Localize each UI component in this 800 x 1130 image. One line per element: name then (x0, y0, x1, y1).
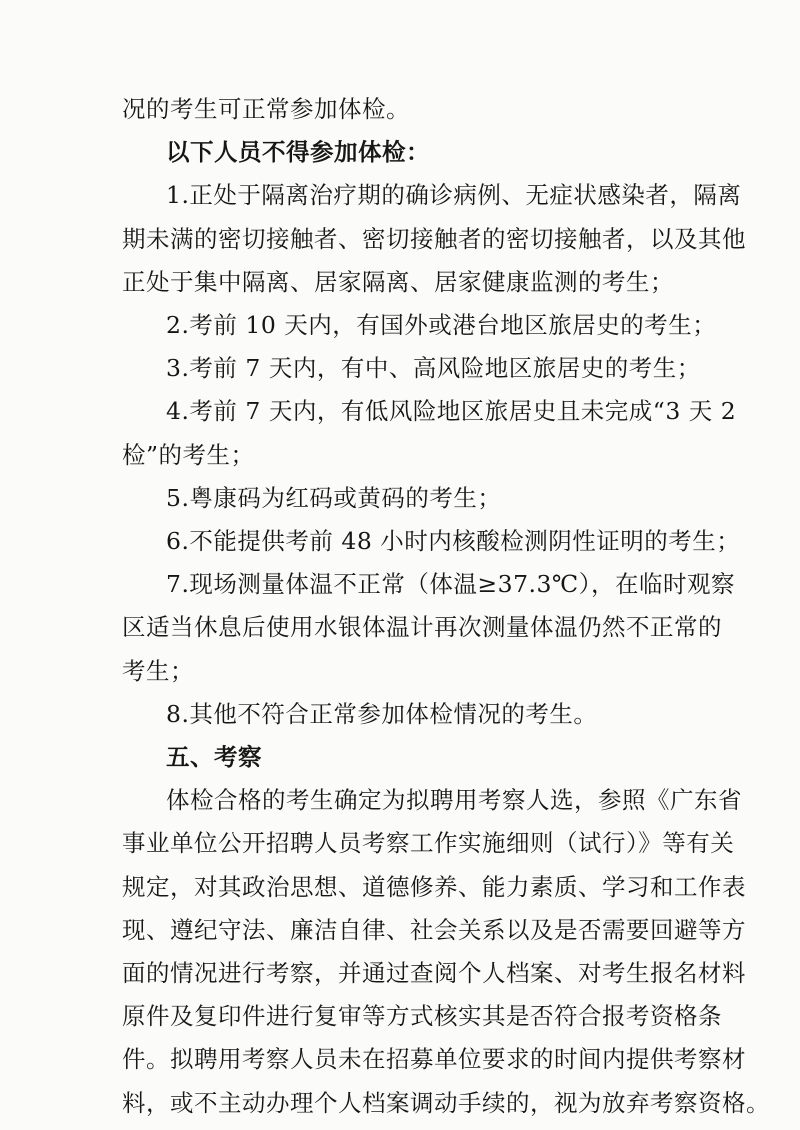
rule-7-line-2: 区适当休息后使用水银体温计再次测量体温仍然不正常的 (122, 613, 722, 642)
paragraph-line-5: 面的情况进行考察，并通过查阅个人档案、对考生报名材料 (122, 959, 746, 988)
rule-1-line-1: 1.正处于隔离治疗期的确诊病例、无症状感染者，隔离 (166, 181, 742, 210)
rule-2: 2.考前 10 天内，有国外或港台地区旅居史的考生； (166, 311, 717, 340)
paragraph-line-3: 规定，对其政治思想、道德修养、能力素质、学习和工作表 (122, 872, 746, 901)
rule-8: 8.其他不符合正常参加体检情况的考生。 (166, 699, 598, 728)
paragraph-line-8: 料，或不主动办理个人档案调动手续的，视为放弃考察资格。 (122, 1088, 770, 1117)
rule-5: 5.粤康码为红码或黄码的考生； (166, 483, 502, 512)
paragraph-line-6: 原件及复印件进行复审等方式核实其是否符合报考资格条 (122, 1002, 722, 1031)
paragraph-line-4: 现、遵纪守法、廉洁自律、社会关系以及是否需要回避等方 (122, 915, 746, 944)
section-5-heading: 五、考察 (166, 743, 262, 772)
rule-6: 6.不能提供考前 48 小时内核酸检测阴性证明的考生； (166, 527, 741, 556)
rule-4-line-2: 检”的考生； (122, 440, 255, 469)
rule-1-line-2: 期未满的密切接触者、密切接触者的密切接触者，以及其他 (122, 224, 746, 253)
rule-4-line-1: 4.考前 7 天内，有低风险地区旅居史且未完成“3 天 2 (166, 397, 737, 426)
rule-7-line-1: 7.现场测量体温不正常（体温≥37.3℃），在临时观察 (166, 570, 735, 599)
rule-1-line-3: 正处于集中隔离、居家隔离、居家健康监测的考生； (122, 267, 674, 296)
rule-7-line-3: 考生； (122, 656, 194, 685)
paragraph-line-2: 事业单位公开招聘人员考察工作实施细则（试行）》等有关 (122, 829, 735, 858)
intro-line: 况的考生可正常参加体检。 (122, 95, 410, 123)
rule-3: 3.考前 7 天内，有中、高风险地区旅居史的考生； (166, 354, 701, 383)
paragraph-line-7: 件。拟聘用考察人员未在招募单位要求的时间内提供考察材 (122, 1045, 746, 1074)
paragraph-line-1: 体检合格的考生确定为拟聘用考察人选，参照《广东省 (166, 786, 742, 815)
exclusion-heading: 以下人员不得参加体检： (166, 138, 430, 167)
